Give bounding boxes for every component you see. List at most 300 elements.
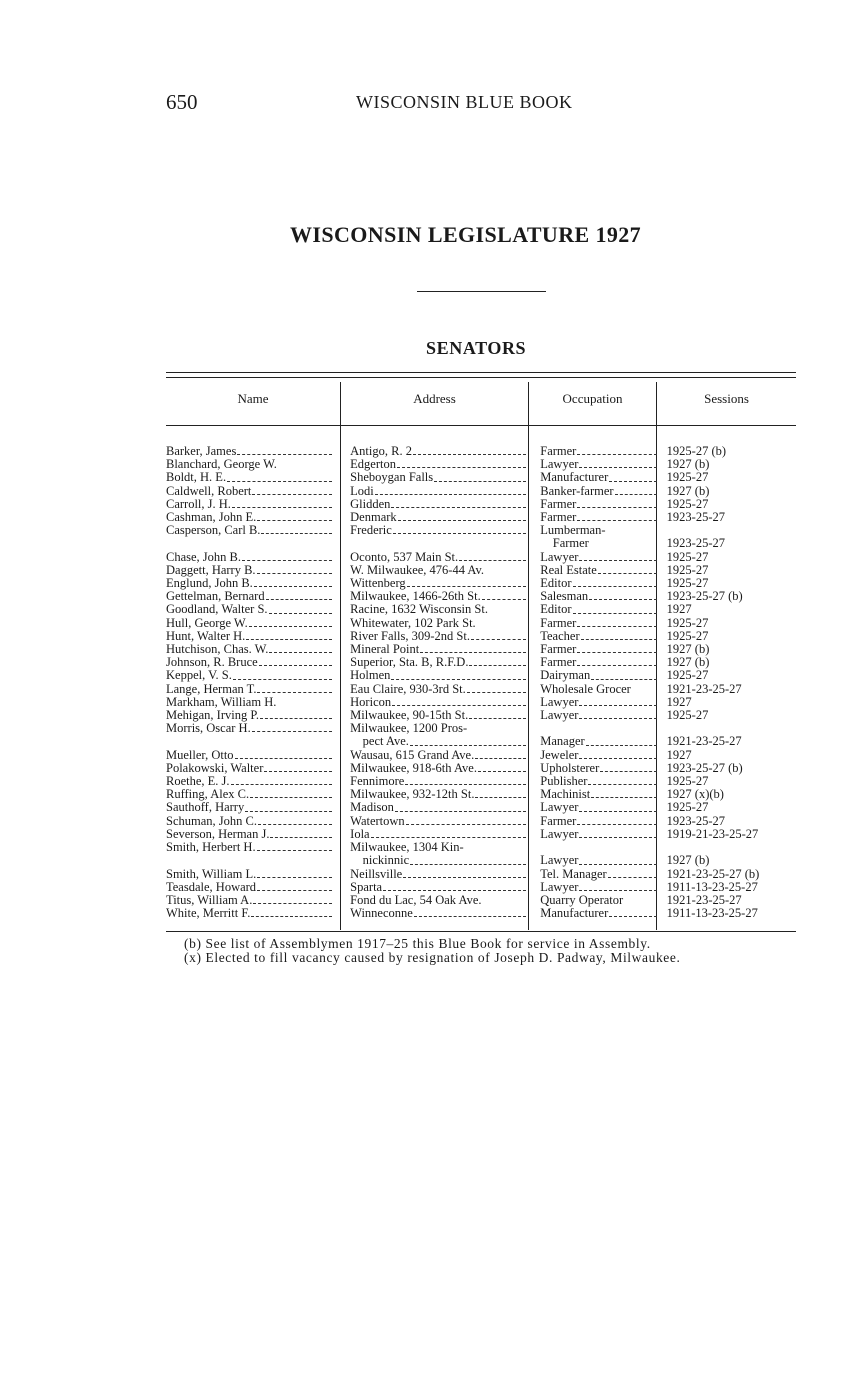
cell-occupation: [540, 498, 657, 511]
dotted-leader: [257, 683, 332, 693]
leader-line: [166, 590, 333, 603]
dotted-leader: [588, 775, 656, 785]
cell-occupation: [540, 669, 657, 682]
dotted-leader: [391, 669, 526, 679]
table-row: [166, 828, 796, 841]
leader-line: [540, 815, 657, 828]
cell-occupation: [540, 683, 657, 696]
dotted-leader: [383, 881, 526, 891]
leader-line: [166, 564, 333, 577]
cell-address: [350, 630, 527, 643]
leader-line: [166, 669, 333, 682]
cell-name: [166, 617, 333, 630]
dotted-leader: [434, 471, 526, 481]
leader-line: [350, 907, 527, 920]
leader-line: [540, 828, 657, 841]
cell-address: [350, 537, 527, 550]
cell-sessions: [667, 722, 796, 735]
cell-name-text: Barker, James: [166, 445, 237, 458]
cell-occupation-text: Publisher: [540, 775, 588, 789]
dotted-leader: [577, 656, 656, 666]
cell-occupation: [540, 577, 657, 590]
dotted-leader: [579, 696, 656, 706]
dotted-leader: [375, 485, 526, 495]
cell-address-text: River Falls, 309-2nd St.: [350, 629, 470, 643]
leader-line: [166, 603, 333, 616]
leader-line: [540, 551, 657, 564]
cell-address: [350, 788, 527, 801]
dotted-leader: [579, 854, 656, 864]
leader-line: [540, 762, 657, 775]
cell-sessions-text: 1925-27 (b): [666, 445, 727, 458]
cell-sessions: [667, 762, 796, 775]
leader-line: [166, 722, 333, 735]
dotted-leader: [252, 485, 332, 495]
cell-sessions: [667, 498, 796, 511]
footnote-x: (x) Elected to fill vacancy caused by resignation of Joseph D. Padway, Milwaukee.: [184, 950, 681, 965]
dotted-leader: [579, 828, 656, 838]
column-header-sessions: Sessions: [704, 391, 749, 406]
cell-occupation-text: Lawyer: [540, 709, 579, 723]
leader-line: [540, 696, 657, 709]
cell-address: [350, 841, 527, 854]
cell-occupation: [540, 485, 657, 498]
cell-address-text: Holmen: [350, 669, 391, 683]
table-row: [166, 735, 796, 748]
table-row: [166, 815, 796, 828]
table-row: [166, 907, 796, 920]
cell-occupation: [540, 630, 657, 643]
cell-sessions-text: 1921-23-25-27 (b): [666, 867, 760, 881]
leader-line: [540, 471, 657, 484]
cell-address-text: Fond du Lac, 54 Oak Ave.: [350, 893, 482, 907]
cell-address-text: Winneconne: [350, 907, 413, 921]
cell-address-text: Milwaukee, 90-15th St.: [350, 709, 469, 723]
cell-sessions: [667, 577, 796, 590]
cell-address-text: Racine, 1632 Wisconsin St.: [350, 603, 488, 617]
footnote-b: (b) See list of Assemblymen 1917–25 this Blue Book for service in Assembly.: [184, 936, 651, 951]
table-row: [166, 551, 796, 564]
dotted-leader: [391, 498, 526, 508]
cell-sessions-text: 1925-27: [666, 629, 709, 643]
cell-address: [350, 524, 527, 537]
cell-address-text: Watertown: [350, 814, 405, 828]
leader-line: [166, 498, 333, 511]
leader-line: [350, 709, 527, 722]
table-row: [166, 749, 796, 762]
dotted-leader: [257, 868, 332, 878]
leader-line: [350, 445, 527, 458]
cell-sessions-text: 1921-23-25-27: [666, 735, 742, 749]
table-row: [166, 643, 796, 656]
dotted-leader: [266, 590, 333, 600]
cell-sessions-text: 1923-25-27: [666, 814, 725, 828]
dotted-leader: [398, 511, 527, 521]
leader-line: [540, 630, 657, 643]
dotted-leader: [250, 788, 332, 798]
cell-occupation: [540, 458, 657, 471]
cell-sessions: [667, 603, 796, 616]
leader-line: [350, 828, 527, 841]
cell-sessions: [667, 669, 796, 682]
cell-name-text: Titus, William A.: [166, 893, 253, 907]
cell-address: [350, 801, 527, 814]
cell-sessions: [667, 471, 796, 484]
cell-name: [166, 669, 333, 682]
cell-address: [350, 815, 527, 828]
cell-name: [166, 722, 333, 735]
cell-address: [350, 735, 527, 748]
cell-address-text: Edgerton: [350, 458, 396, 472]
cell-sessions: [667, 590, 796, 603]
cell-address-text: Horicon: [350, 695, 392, 709]
cell-occupation: [540, 854, 657, 867]
cell-occupation: [540, 709, 657, 722]
dotted-leader: [581, 630, 657, 640]
cell-occupation-text: Tel. Manager: [540, 867, 607, 881]
cell-occupation: [540, 564, 657, 577]
leader-line: [350, 458, 527, 471]
cell-name: [166, 735, 333, 748]
cell-sessions-text: 1927: [666, 695, 692, 709]
leader-line: [540, 643, 657, 656]
cell-address-text: nickinnic: [350, 854, 410, 868]
cell-name-text: White, Merritt F.: [166, 907, 251, 921]
cell-occupation-text: Farmer: [540, 616, 577, 630]
cell-address-text: Milwaukee, 1466-26th St.: [350, 590, 481, 604]
table-row: [166, 498, 796, 511]
table-row: [166, 669, 796, 682]
cell-occupation: [540, 656, 657, 669]
leader-line: [540, 564, 657, 577]
cell-name-text: Carroll, J. H.: [166, 497, 231, 511]
cell-name: [166, 762, 333, 775]
dotted-leader: [410, 735, 526, 745]
cell-address-text: Wittenberg: [350, 577, 406, 591]
dotted-leader: [609, 471, 656, 481]
cell-occupation: [540, 788, 657, 801]
leader-line: [540, 868, 657, 881]
cell-occupation-text: Quarry Operator: [540, 893, 624, 907]
cell-sessions: [667, 788, 796, 801]
cell-name-text: Goodland, Walter S.: [166, 603, 268, 617]
page-title: WISCONSIN LEGISLATURE 1927: [290, 222, 642, 247]
dotted-leader: [589, 590, 656, 600]
cell-occupation-text: Farmer: [540, 511, 577, 525]
cell-occupation: [540, 735, 657, 748]
dotted-leader: [577, 498, 656, 508]
cell-address-text: Milwaukee, 1304 Kin-: [350, 841, 464, 855]
table-top-rule-inner: [166, 377, 796, 378]
cell-name-text: Lange, Herman T.: [166, 682, 257, 696]
cell-address: [350, 868, 527, 881]
table-row: [166, 445, 796, 458]
cell-address-text: Antigo, R. 2: [350, 445, 412, 458]
cell-occupation-text: Machinist: [540, 788, 591, 802]
cell-address-text: Milwaukee, 918-6th Ave.: [350, 761, 477, 775]
dotted-leader: [475, 749, 526, 759]
cell-name-text: Chase, John B.: [166, 550, 241, 564]
cell-name-text: Gettelman, Bernard: [166, 590, 265, 604]
dotted-leader: [482, 590, 527, 600]
cell-address: [350, 617, 527, 630]
dotted-leader: [232, 498, 332, 508]
cell-sessions-text: 1927 (x)(b): [666, 788, 724, 802]
cell-address-text: Oconto, 537 Main St.: [350, 550, 459, 564]
dotted-leader: [407, 577, 527, 587]
footnotes: [166, 937, 796, 965]
leader-line: [350, 749, 527, 762]
dotted-leader: [392, 696, 526, 706]
cell-name-text: Englund, John B.: [166, 577, 253, 591]
section-title: SENATORS: [426, 338, 527, 358]
cell-occupation: [540, 537, 657, 550]
leader-line: [350, 815, 527, 828]
leader-line: [350, 683, 527, 696]
cell-occupation: [540, 643, 657, 656]
leader-line: [350, 471, 527, 484]
cell-sessions: [667, 511, 796, 524]
cell-occupation-text: Farmer: [540, 497, 577, 511]
cell-address-text: Wausau, 615 Grand Ave.: [350, 748, 475, 762]
cell-name: [166, 815, 333, 828]
dotted-leader: [600, 762, 656, 772]
cell-sessions: [667, 643, 796, 656]
dotted-leader: [235, 749, 333, 759]
cell-occupation-text: Manufacturer: [540, 907, 609, 921]
cell-sessions-text: 1925-27: [666, 669, 709, 683]
cell-sessions: [667, 564, 796, 577]
leader-line: [540, 881, 657, 894]
cell-occupation: [540, 696, 657, 709]
table-row: [166, 524, 796, 537]
cell-sessions: [667, 656, 796, 669]
dotted-leader: [615, 485, 657, 495]
table-row: [166, 801, 796, 814]
cell-occupation-text: Lumberman-: [540, 524, 606, 538]
cell-address-text: Neillsville: [350, 867, 403, 881]
cell-name-text: Mehigan, Irving P.: [166, 709, 260, 723]
dotted-leader: [459, 551, 526, 561]
cell-occupation: [540, 762, 657, 775]
cell-address: [350, 471, 527, 484]
dotted-leader: [253, 894, 332, 904]
cell-sessions-text: 1925-27: [666, 550, 709, 564]
table-row: [166, 683, 796, 696]
leader-line: [350, 801, 527, 814]
cell-address-text: Sparta: [350, 880, 383, 894]
leader-line: [166, 828, 333, 841]
dotted-leader: [270, 828, 332, 838]
leader-line: [540, 749, 657, 762]
dotted-leader: [609, 907, 656, 917]
leader-line: [350, 696, 527, 709]
dotted-leader: [414, 907, 526, 917]
cell-address: [350, 709, 527, 722]
cell-name-text: Hull, George W.: [166, 616, 248, 630]
cell-name: [166, 551, 333, 564]
cell-occupation: [540, 590, 657, 603]
cell-name-text: Smith, Herbert H.: [166, 841, 256, 855]
cell-name: [166, 630, 333, 643]
table-row: [166, 709, 796, 722]
cell-address-text: Madison: [350, 801, 394, 815]
leader-line: [350, 735, 527, 748]
dotted-leader: [242, 551, 332, 561]
table-body: [166, 445, 796, 920]
dotted-leader: [246, 630, 332, 640]
leader-line: [540, 907, 657, 920]
dotted-leader: [410, 854, 526, 864]
dotted-leader: [251, 907, 332, 917]
dotted-leader: [478, 762, 526, 772]
leader-line: [350, 669, 527, 682]
cell-sessions: [667, 696, 796, 709]
cell-occupation: [540, 445, 657, 458]
cell-address: [350, 498, 527, 511]
leader-line: [540, 577, 657, 590]
cell-name-text: Polakowski, Walter: [166, 761, 264, 775]
dotted-leader: [579, 881, 656, 891]
leader-line: [540, 603, 657, 616]
leader-line: [166, 630, 333, 643]
cell-sessions: [667, 894, 796, 907]
cell-sessions-text: 1925-27: [666, 616, 709, 630]
cell-occupation: [540, 907, 657, 920]
cell-occupation-text: Lawyer: [540, 854, 579, 868]
leader-line: [350, 577, 527, 590]
dotted-leader: [577, 815, 656, 825]
cell-address-text: Whitewater, 102 Park St.: [350, 616, 476, 630]
table-row: [166, 762, 796, 775]
cell-sessions: [667, 551, 796, 564]
cell-name-text: Sauthoff, Harry: [166, 801, 245, 815]
cell-occupation-text: Farmer: [540, 814, 577, 828]
cell-sessions-text: 1921-23-25-27: [666, 682, 742, 696]
cell-name: [166, 458, 333, 471]
cell-name-text: Caldwell, Robert: [166, 484, 252, 498]
cell-sessions: [667, 485, 796, 498]
table-row: [166, 511, 796, 524]
leader-line: [350, 868, 527, 881]
cell-address-text: Superior, Sta. B, R.F.D.: [350, 656, 469, 670]
leader-line: [166, 551, 333, 564]
leader-line: [540, 735, 657, 748]
cell-sessions-text: 1927 (b): [666, 484, 710, 498]
leader-line: [166, 749, 333, 762]
table-row: [166, 656, 796, 669]
dotted-leader: [227, 471, 332, 481]
dotted-leader: [269, 643, 332, 653]
column-header-address: Address: [413, 391, 456, 406]
cell-sessions: [667, 868, 796, 881]
leader-line: [350, 656, 527, 669]
cell-sessions: [667, 709, 796, 722]
cell-name: [166, 775, 333, 788]
cell-address: [350, 603, 527, 616]
cell-occupation-text: Farmer: [540, 643, 577, 657]
cell-address: [350, 511, 527, 524]
header-rule: [166, 425, 796, 426]
cell-sessions: [667, 775, 796, 788]
leader-line: [166, 709, 333, 722]
cell-sessions: [667, 749, 796, 762]
leader-line: [540, 458, 657, 471]
table-row: [166, 603, 796, 616]
leader-line: [350, 775, 527, 788]
cell-name-text: Teasdale, Howard: [166, 880, 257, 894]
table-row: [166, 564, 796, 577]
cell-name: [166, 445, 333, 458]
cell-occupation-text: Upholsterer: [540, 761, 600, 775]
table-row: [166, 854, 796, 867]
cell-occupation: [540, 603, 657, 616]
cell-name: [166, 643, 333, 656]
leader-line: [540, 669, 657, 682]
cell-address: [350, 458, 527, 471]
cell-sessions: [667, 854, 796, 867]
leader-line: [350, 485, 527, 498]
cell-address: [350, 577, 527, 590]
cell-sessions-text: 1925-27: [666, 577, 709, 591]
column-header-occupation: Occupation: [562, 391, 623, 406]
cell-sessions: [667, 445, 796, 458]
cell-sessions-text: 1923-25-27 (b): [666, 761, 743, 775]
dotted-leader: [231, 775, 333, 785]
leader-line: [540, 485, 657, 498]
cell-name: [166, 471, 333, 484]
cell-address-text: Lodi: [350, 484, 374, 498]
leader-line: [350, 511, 527, 524]
cell-occupation-text: Salesman: [540, 590, 589, 604]
dotted-leader: [237, 445, 332, 455]
cell-occupation-text: Lawyer: [540, 550, 579, 564]
cell-occupation-text: Manufacturer: [540, 471, 609, 485]
cell-address: [350, 881, 527, 894]
leader-line: [540, 590, 657, 603]
leader-line: [540, 498, 657, 511]
cell-sessions: [667, 735, 796, 748]
cell-name: [166, 788, 333, 801]
cell-sessions-text: 1923-25-27 (b): [666, 590, 743, 604]
leader-line: [540, 854, 657, 867]
dotted-leader: [371, 828, 527, 838]
cell-name-text: Morris, Oscar H.: [166, 722, 251, 736]
cell-address: [350, 564, 527, 577]
cell-sessions-text: 1919-21-23-25-27: [666, 827, 759, 841]
cell-sessions-text: 1921-23-25-27: [666, 893, 742, 907]
dotted-leader: [577, 511, 656, 521]
cell-name-text: Hutchison, Chas. W.: [166, 643, 269, 657]
cell-sessions-text: 1911-13-23-25-27: [666, 880, 758, 894]
table-row: [166, 841, 796, 854]
leader-line: [166, 656, 333, 669]
cell-address: [350, 722, 527, 735]
cell-occupation: [540, 551, 657, 564]
dotted-leader: [471, 630, 526, 640]
dotted-leader: [586, 735, 657, 745]
cell-occupation-text: Lawyer: [540, 827, 579, 841]
table-row: [166, 537, 796, 550]
cell-name-text: Ruffing, Alex C.: [166, 788, 250, 802]
table-row: [166, 775, 796, 788]
dotted-leader: [405, 775, 526, 785]
cell-sessions-text: 1927 (b): [666, 656, 710, 670]
cell-name: [166, 485, 333, 498]
leader-line: [540, 775, 657, 788]
page-number: 650: [166, 90, 198, 114]
cell-address: [350, 854, 527, 867]
